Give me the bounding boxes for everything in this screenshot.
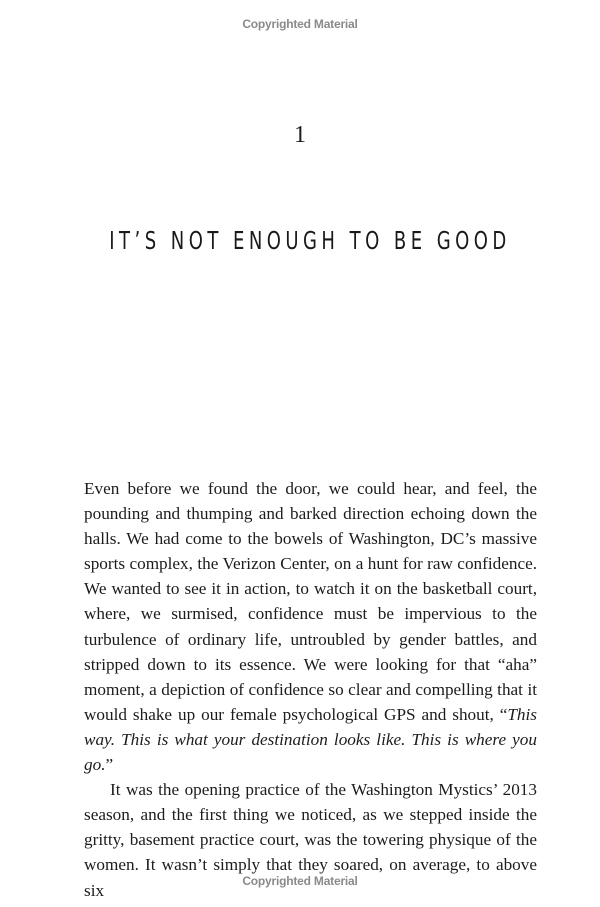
- paragraph-1: [84, 476, 537, 777]
- paragraph-1-italic-quote: This way. This is what your destination looks like. This is where you go.: [84, 704, 537, 775]
- paragraph-1-closing-quote: ”: [105, 755, 114, 775]
- chapter-number: 1: [294, 122, 306, 148]
- copyright-watermark-bottom: Copyrighted Material: [242, 874, 358, 888]
- paragraph-1-text: Even before we found the door, we could hear, and feel, the pounding and thumping and barked direction echoing down the halls. We had come to the bowels of Washington, DC’s massive sports complex, the Verizon Center, on a hunt for raw confidence. We wanted to see it in action, to watch it on the basketball court, where, we surmised, confidence must be impervious to the turbulence of ordinary life, untroubled by gender battles, and stripped down to its essence. We were looking for that “aha” moment, a depiction of confidence so clear and compelling that it would shake up our female psychological GPS and shout, “: [84, 479, 537, 724]
- copyright-watermark-top: Copyrighted Material: [242, 17, 358, 31]
- paragraph-2-text: It was the opening practice of the Washington Mystics’ 2013 season, and the first thing we noticed, as we stepped inside the gritty, basement practice court, was the towering physique of the women. It wasn’t simply that they soared, on average, to above six: [84, 780, 537, 900]
- body-text: [84, 476, 537, 903]
- chapter-title: IT’S NOT ENOUGH TO BE GOOD: [109, 226, 511, 255]
